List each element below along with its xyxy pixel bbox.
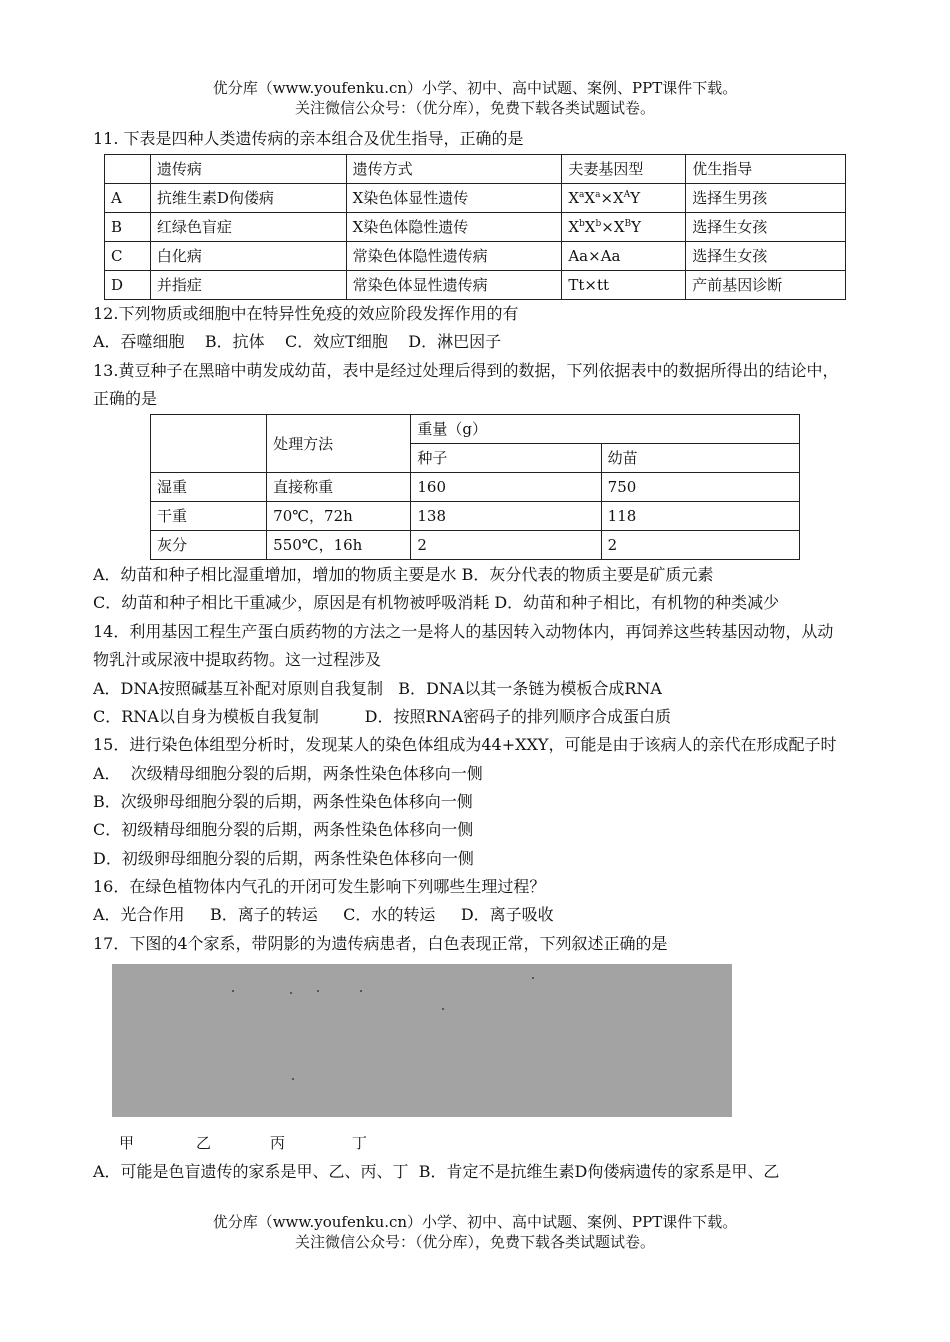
method-cell: 70℃，72h (267, 502, 411, 531)
advice: 选择生女孩 (686, 213, 846, 242)
genotype-sup: a (579, 190, 585, 200)
genotype-base: ×X (601, 218, 625, 236)
seedling-cell: 118 (601, 502, 799, 531)
q15-stem: 15．进行染色体组型分析时，发现某人的染色体组成为44+XXY，可能是由于该病人的亲代在形成配子时 (93, 735, 837, 754)
seed-cell: 160 (411, 473, 601, 502)
table-header-cell-empty (151, 415, 267, 473)
q13-table (150, 414, 800, 560)
q16-stem: 16．在绿色植物体内气孔的开闭可发生影响下列哪些生理过程？ (93, 877, 546, 896)
genotype: Tt×tt (562, 271, 686, 300)
genotype-sup: b (579, 219, 585, 229)
inheritance-mode: 常染色体隐性遗传病 (346, 242, 562, 271)
table-row (105, 213, 846, 242)
table-row (151, 531, 800, 560)
genotype-base: X (568, 189, 580, 207)
seed-cell: 2 (411, 531, 601, 560)
row-id: D (105, 271, 151, 300)
q14-stem-line-2: 物乳汁或尿液中提取药物。这一过程涉及 (93, 650, 382, 669)
table-header-cell: 遗传病 (150, 155, 346, 184)
disease-name: 抗维生素D佝偻病 (150, 184, 346, 213)
page-footer (0, 1212, 950, 1252)
genotype-sup: A (623, 190, 631, 200)
row-label: 灰分 (151, 531, 267, 560)
genotype-base: X (584, 189, 596, 207)
genotype-sup: a (595, 190, 601, 200)
table-header-cell: 遗传方式 (346, 155, 562, 184)
method-cell: 550℃，16h (267, 531, 411, 560)
disease-name: 白化病 (150, 242, 346, 271)
table-row (105, 184, 846, 213)
q13-stem-line-2: 正确的是 (93, 389, 158, 408)
q16-options: A．光合作用 B．离子的转运 C．水的转运 D．离子吸收 (93, 905, 554, 924)
figure-speck (290, 992, 292, 994)
inheritance-mode: X染色体隐性遗传 (346, 213, 562, 242)
advice: 产前基因诊断 (686, 271, 846, 300)
table-header-cell: 种子 (411, 444, 601, 473)
figure-speck (292, 1078, 294, 1080)
pedigree-label-ding: 丁 (352, 1134, 368, 1152)
q13-stem-line-1: 13.黄豆种子在黑暗中萌发成幼苗，表中是经过处理后得到的数据，下列依据表中的数据所得出的结论中， (93, 361, 839, 380)
row-id: C (105, 242, 151, 271)
inheritance-mode: 常染色体显性遗传病 (346, 271, 562, 300)
figure-speck (532, 977, 534, 979)
pedigree-label-jia: 甲 (119, 1134, 135, 1152)
advice: 选择生女孩 (686, 242, 846, 271)
table-header-cell: 优生指导 (686, 155, 846, 184)
q13-options-line-2: C．幼苗和种子相比干重减少，原因是有机物被呼吸消耗 D．幼苗和种子相比，有机物的种类减少 (93, 593, 780, 612)
inheritance-mode: X染色体显性遗传 (346, 184, 562, 213)
figure-speck (442, 1008, 444, 1010)
genotype-sup: b (595, 219, 602, 229)
genotype (562, 213, 686, 242)
row-label: 干重 (151, 502, 267, 531)
q15-option-a: A． 次级精母细胞分裂的后期，两条性染色体移向一侧 (93, 764, 483, 783)
genotype-base: X (584, 218, 596, 236)
genotype-base: ×X (600, 189, 624, 207)
q15-option-c: C．初级精母细胞分裂的后期，两条性染色体移向一侧 (93, 820, 474, 839)
disease-name: 红绿色盲症 (150, 213, 346, 242)
q14-stem-line-1: 14．利用基因工程生产蛋白质药物的方法之一是将人的基因转入动物体内，再饲养这些转基因动物，从动 (93, 622, 834, 641)
table-row (151, 473, 800, 502)
pedigree-label-yi: 乙 (196, 1134, 212, 1152)
q15-option-b: B．次级卵母细胞分裂的后期，两条性染色体移向一侧 (93, 792, 473, 811)
figure-speck (232, 990, 234, 992)
q11-stem: 11. 下表是四种人类遗传病的亲本组合及优生指导，正确的是 (93, 129, 524, 148)
table-header-cell: 处理方法 (267, 415, 411, 473)
q17-options-line-1: A．可能是色盲遗传的家系是甲、乙、丙、丁 B．肯定不是抗维生素D佝偻病遗传的家系是甲、乙 (93, 1162, 780, 1181)
seedling-cell: 2 (601, 531, 799, 560)
table-header-row (105, 155, 846, 184)
table-header-cell: 重量（g） (411, 415, 800, 444)
q17-stem: 17．下图的4个家系，带阴影的为遗传病患者，白色表现正常，下列叙述正确的是 (93, 934, 668, 953)
genotype-base: X (568, 218, 580, 236)
row-label: 湿重 (151, 473, 267, 502)
q13-options-line-1: A．幼苗和种子相比湿重增加，增加的物质主要是水 B．灰分代表的物质主要是矿质元素 (93, 565, 714, 584)
genotype: Aa×Aa (562, 242, 686, 271)
header-line-1: 优分库（www.youfenku.cn）小学、初中、高中试题、案例、PPT课件下载。 (212, 79, 738, 97)
disease-name: 并指症 (150, 271, 346, 300)
pedigree-label-bing: 丙 (270, 1134, 286, 1152)
table-row (151, 502, 800, 531)
table-header-cell: 幼苗 (601, 444, 799, 473)
seedling-cell: 750 (601, 473, 799, 502)
table-header-cell (105, 155, 151, 184)
advice: 选择生男孩 (686, 184, 846, 213)
table-header-cell: 夫妻基因型 (562, 155, 686, 184)
figure-speck (317, 990, 319, 992)
genotype (562, 184, 686, 213)
genotype-base: Y (630, 189, 641, 207)
table-header-row (151, 415, 800, 444)
method-cell: 直接称重 (267, 473, 411, 502)
footer-line-2: 关注微信公众号：（优分库），免费下载各类试题试卷。 (294, 1233, 655, 1251)
row-id: A (105, 184, 151, 213)
pedigree-figure (112, 964, 732, 1117)
page-header (0, 78, 950, 118)
q14-options-line-2: C．RNA以自身为模板自我复制 D．按照RNA密码子的排列顺序合成蛋白质 (93, 707, 672, 726)
q12-stem: 12.下列物质或细胞中在特异性免疫的效应阶段发挥作用的有 (93, 304, 519, 323)
table-row (105, 242, 846, 271)
table-row (105, 271, 846, 300)
row-id: B (105, 213, 151, 242)
figure-speck (360, 990, 362, 992)
seed-cell: 138 (411, 502, 601, 531)
q14-options-line-1: A．DNA按照碱基互补配对原则自我复制 B．DNA以其一条链为模板合成RNA (93, 679, 662, 698)
footer-line-1: 优分库（www.youfenku.cn）小学、初中、高中试题、案例、PPT课件下载。 (212, 1213, 738, 1231)
q12-options: A．吞噬细胞 B．抗体 C．效应T细胞 D．淋巴因子 (93, 332, 502, 351)
q15-option-d: D．初级卵母细胞分裂的后期，两条性染色体移向一侧 (93, 849, 474, 868)
header-line-2: 关注微信公众号：（优分库），免费下载各类试题试卷。 (294, 99, 655, 117)
genotype-sup: B (624, 219, 632, 229)
q11-table (104, 154, 846, 300)
genotype-base: Y (631, 218, 642, 236)
